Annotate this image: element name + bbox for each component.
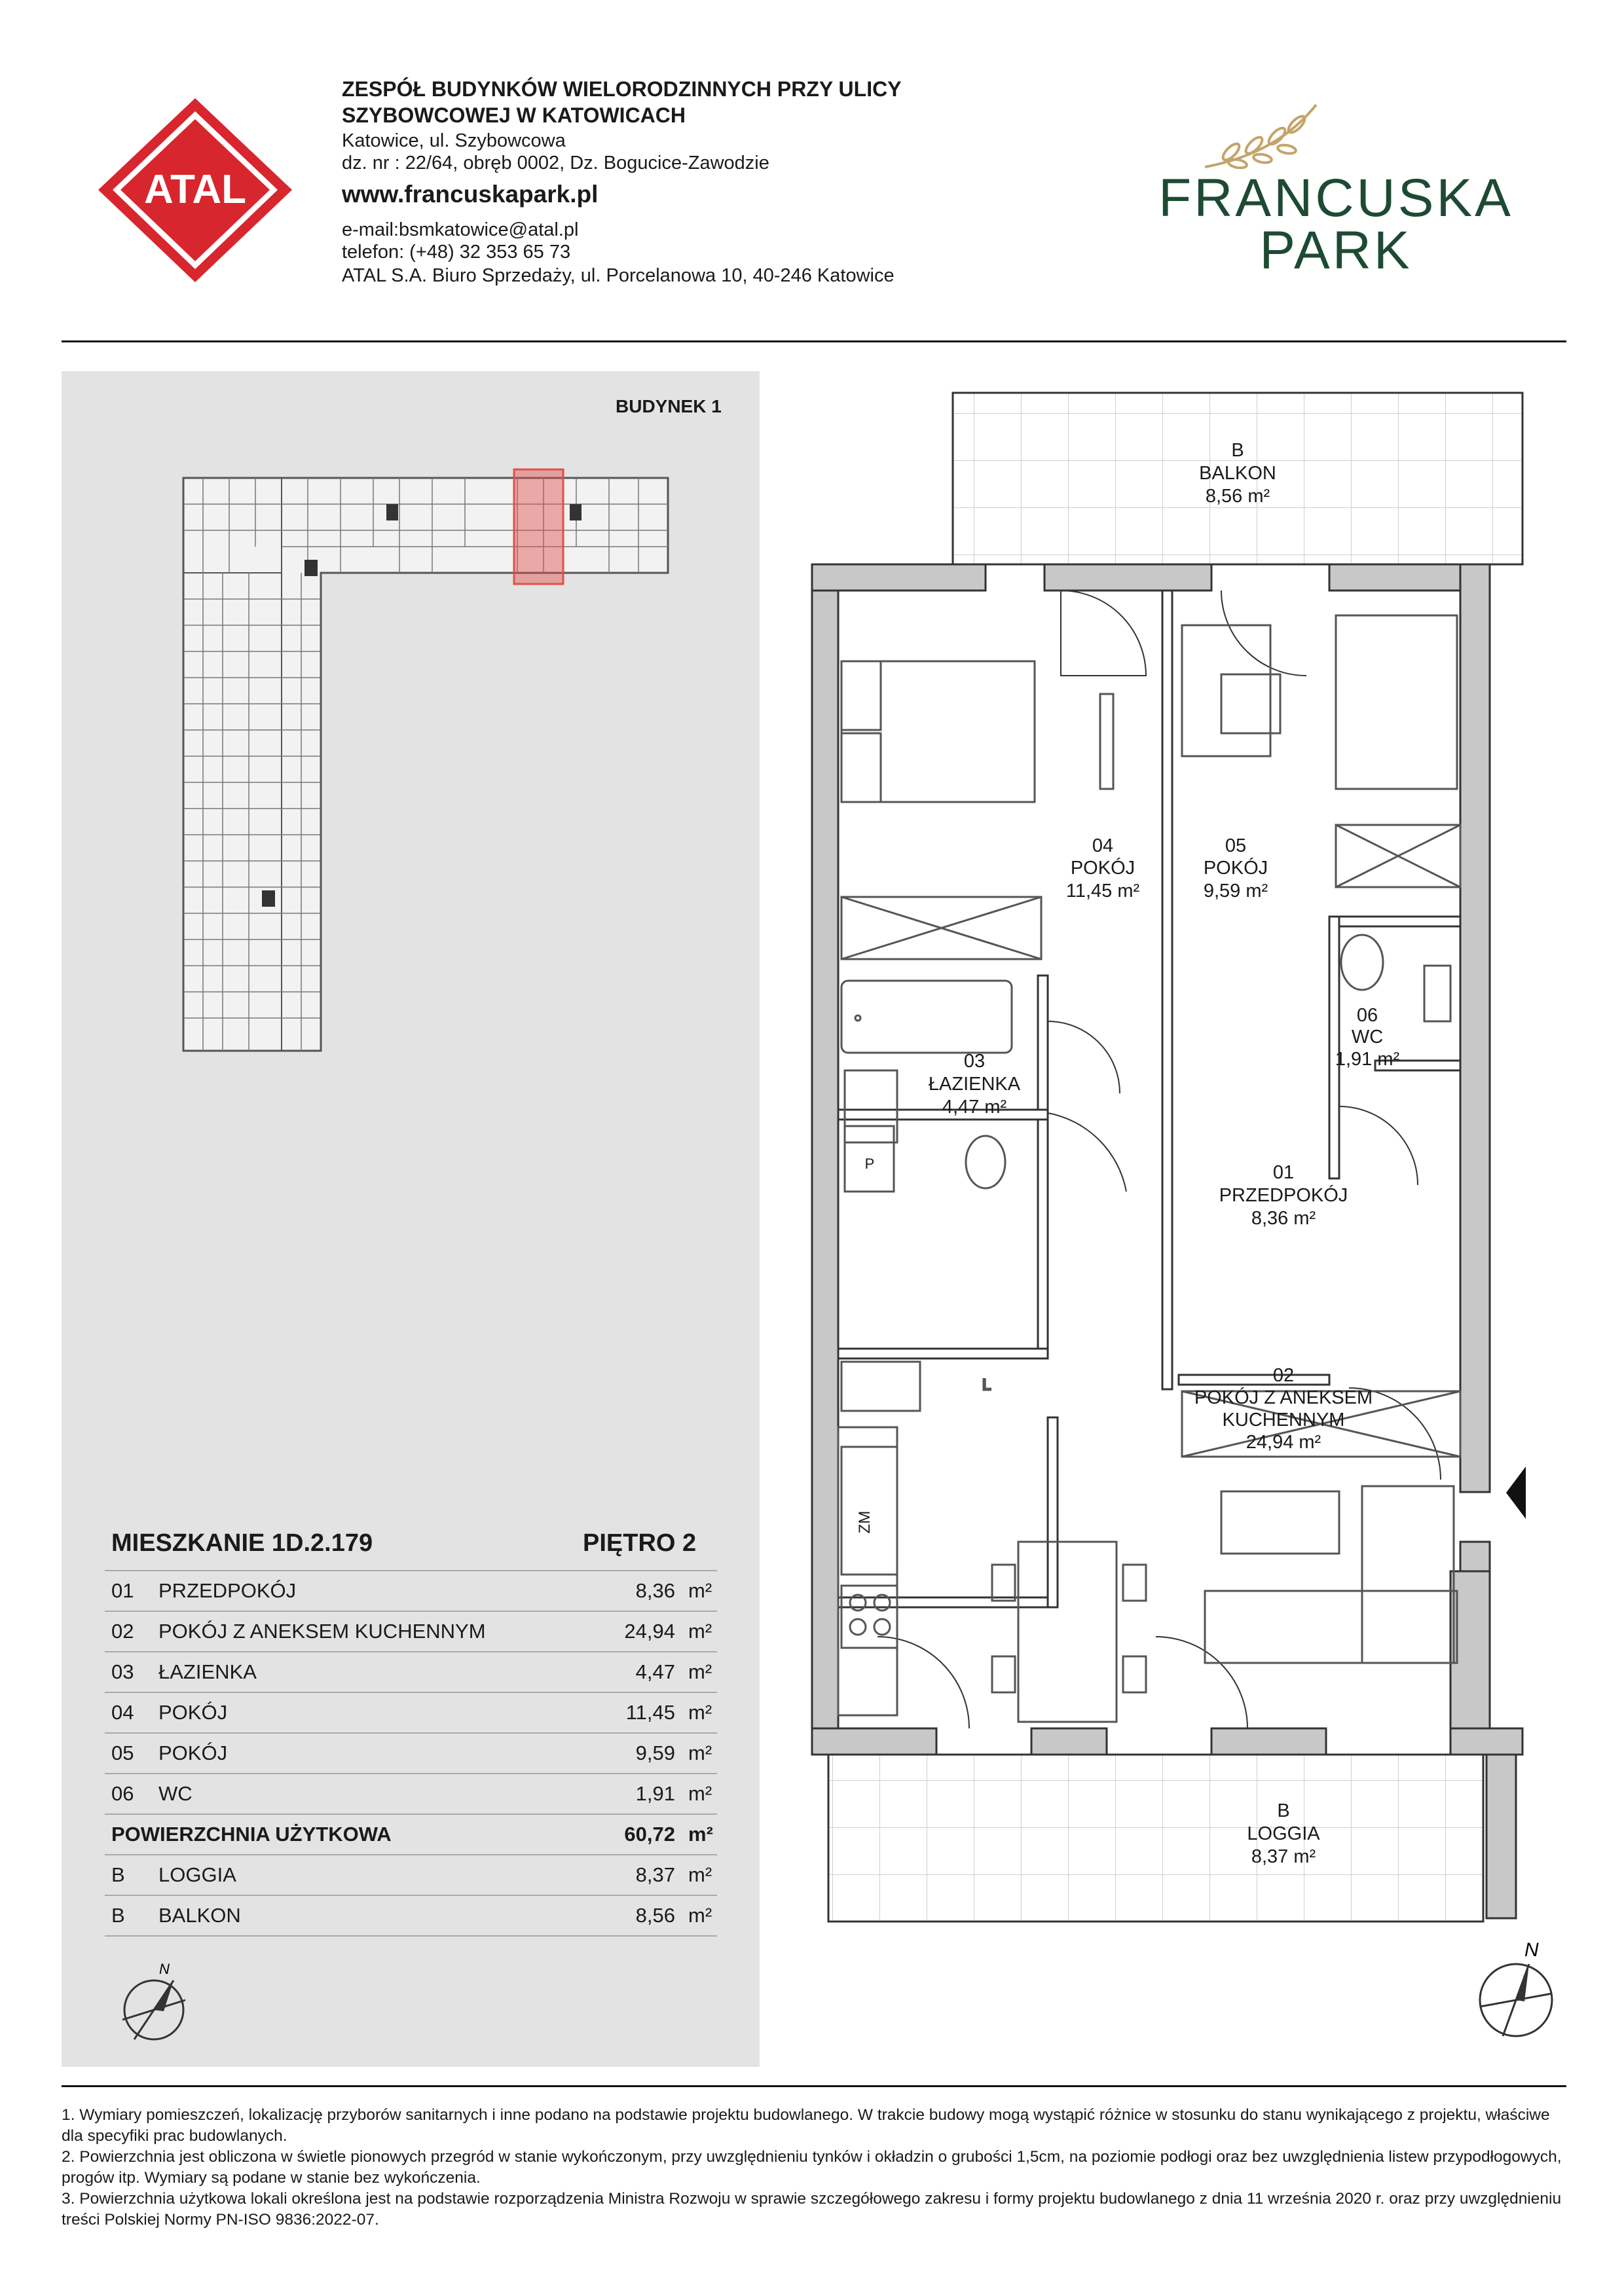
atal-logo [97,97,293,283]
svg-text:P: P [864,1156,875,1172]
plot-number: dz. nr : 22/64, obręb 0002, Dz. Bogucice-Zawodzie [342,153,769,173]
table-row: 03 ŁAZIENKA 4,47 m² [105,1651,717,1692]
svg-text:11,45 m²: 11,45 m² [1065,881,1140,902]
email-link[interactable]: e-mail:bsmkatowice@atal.pl [342,219,579,240]
footer-divider [62,2085,1566,2087]
floor-plan [786,367,1559,1925]
area-table [105,1570,717,1937]
svg-text:01: 01 [1272,1162,1295,1183]
apartment-highlight [514,469,563,584]
footnotes [62,2105,1568,2231]
svg-text:05: 05 [1225,835,1247,856]
floor-label: PIĘTRO 2 [583,1529,697,1557]
svg-text:N: N [159,1961,170,1977]
svg-text:ZM: ZM [856,1510,874,1534]
svg-text:1,91 m²: 1,91 m² [1335,1049,1400,1070]
svg-text:02: 02 [1272,1365,1295,1386]
brand-line2: PARK [1259,221,1412,280]
francuska-park-logo [1153,98,1532,288]
table-row: 04 POKÓJ 11,45 m² [105,1692,717,1732]
phone: telefon: (+48) 32 353 65 73 [342,242,571,263]
sales-office: ATAL S.A. Biuro Sprzedaży, ul. Porcelanowa 10, 40-246 Katowice [342,265,895,286]
svg-text:N: N [1524,1939,1539,1961]
footnote-1: 1. Wymiary pomieszczeń, lokalizację przyborów sanitarnych i inne podano na podstawie projektu budowlanego. W trakcie budowy mogą wystąpić różnice w stosunku do stanu wynikającego z projektu, właściwe dla specyfiki prac budowlanych. [62,2106,1550,2145]
address: Katowice, ul. Szybowcowa [342,130,566,151]
svg-text:B: B [1277,1800,1290,1821]
svg-text:8,36 m²: 8,36 m² [1251,1208,1316,1229]
apartment-title: MIESZKANIE 1D.2.179 [111,1529,373,1557]
svg-text:POKÓJ: POKÓJ [1070,858,1135,879]
svg-text:L: L [982,1376,991,1394]
svg-text:9,59 m²: 9,59 m² [1203,881,1268,902]
table-row: 05 POKÓJ 9,59 m² [105,1732,717,1773]
svg-text:8,56 m²: 8,56 m² [1205,486,1270,507]
atal-logo-text: ATAL [143,167,247,212]
svg-text:WC: WC [1351,1027,1384,1048]
entrance-arrow-icon [1506,1467,1526,1519]
footnote-2: 2. Powierzchnia jest obliczona w świetle pionowych przegród w stanie wykończonym, przy uwzględnieniu tynków i okładzin o grubości 1,5cm, na poziomie podłogi oraz bez uwzględnienia listew przypodłogowych, progów itp. Wymiary są podane w stanie bez wykończenia. [62,2148,1562,2187]
table-row: 02 POKÓJ Z ANEKSEM KUCHENNYM 24,94 m² [105,1611,717,1651]
svg-text:BALKON: BALKON [1199,463,1276,484]
total-row: POWIERZCHNIA UŻYTKOWA 60,72 m² [105,1813,717,1854]
project-title: ZESPÓŁ BUDYNKÓW WIELORODZINNYCH PRZY ULICY SZYBOWCOWEJ W KATOWICACH [342,77,902,127]
svg-text:POKÓJ: POKÓJ [1203,858,1268,879]
header-divider [62,340,1566,342]
svg-text:03: 03 [963,1051,986,1072]
svg-text:24,94 m²: 24,94 m² [1246,1432,1321,1453]
svg-text:ŁAZIENKA: ŁAZIENKA [928,1074,1021,1095]
table-row: B LOGGIA 8,37 m² [105,1854,717,1895]
svg-text:8,37 m²: 8,37 m² [1251,1846,1316,1867]
compass-icon [1467,1938,1565,2043]
svg-text:LOGGIA: LOGGIA [1247,1823,1320,1844]
table-row: 01 PRZEDPOKÓJ 8,36 m² [105,1570,717,1611]
svg-text:04: 04 [1092,835,1114,856]
website-link[interactable]: www.francuskapark.pl [342,181,599,208]
svg-text:PRZEDPOKÓJ: PRZEDPOKÓJ [1219,1185,1348,1206]
building-key-plan [177,468,674,1057]
loggia-area [828,1755,1483,1922]
compass-icon [108,1958,200,2049]
svg-text:POKÓJ Z ANEKSEM: POKÓJ Z ANEKSEM [1194,1387,1373,1408]
building-label: BUDYNEK 1 [616,396,722,416]
table-row: B BALKON 8,56 m² [105,1895,717,1937]
svg-text:KUCHENNYM: KUCHENNYM [1222,1410,1345,1430]
svg-text:B: B [1231,440,1244,461]
svg-text:4,47 m²: 4,47 m² [942,1097,1007,1118]
brand-line1: FRANCUSKA [1158,168,1513,228]
table-row: 06 WC 1,91 m² [105,1773,717,1813]
footnote-3: 3. Powierzchnia użytkowa lokali określona jest na podstawie rozporządzenia Ministra Rozwoju w sprawie szczegółowego zakresu i formy projektu budowlanego z dnia 11 września 2020 r. oraz przy uwzględnieniu treści Polskiej Normy PN-ISO 9836:2022-07. [62,2190,1562,2229]
svg-text:06: 06 [1356,1005,1378,1026]
